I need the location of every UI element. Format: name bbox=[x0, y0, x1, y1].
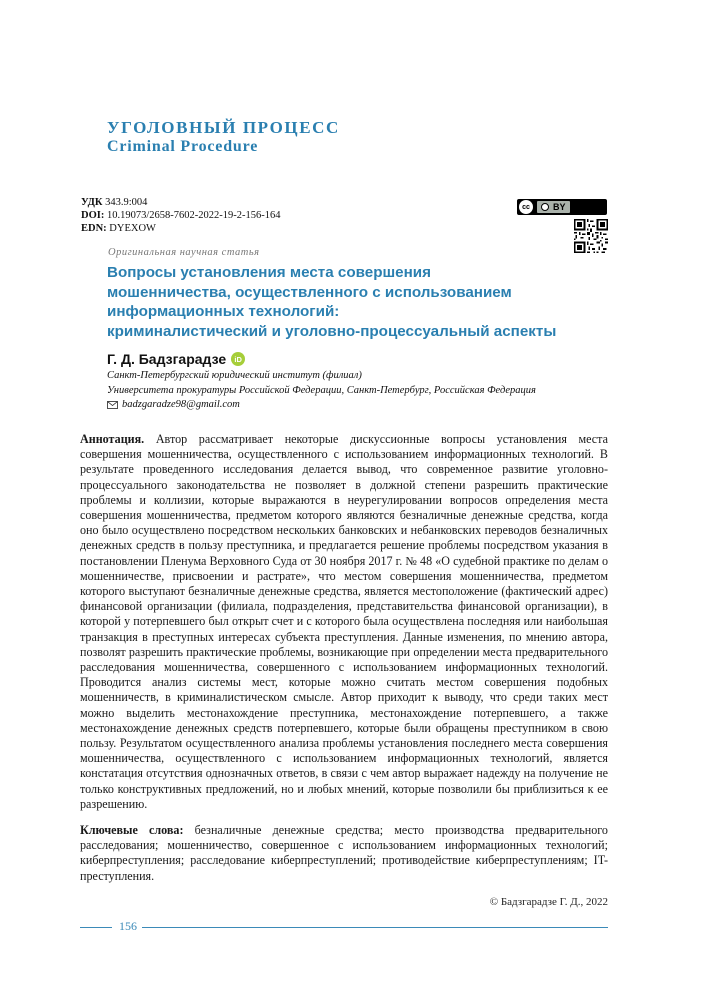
orcid-icon[interactable]: iD bbox=[231, 352, 245, 366]
doi-value[interactable]: 10.19073/2658-7602-2022-19-2-156-164 bbox=[106, 210, 281, 221]
abstract bbox=[80, 432, 608, 812]
page-number: 156 bbox=[119, 919, 137, 933]
title-line: мошенничества, осуществленного с использованием bbox=[107, 283, 512, 301]
udk-row bbox=[81, 196, 281, 209]
title-line: информационных технологий: bbox=[107, 303, 340, 320]
qr-code-icon[interactable] bbox=[574, 219, 608, 253]
cc-by-license-badge[interactable] bbox=[517, 199, 607, 215]
email-row bbox=[107, 398, 536, 413]
title-line: криминалистический и уголовно-процессуальный аспекты bbox=[107, 322, 557, 340]
copyright-notice: © Бадзгарадзе Г. Д., 2022 bbox=[489, 896, 608, 908]
cc-icon: cc bbox=[519, 200, 533, 214]
udk-label: УДК bbox=[81, 197, 103, 208]
envelope-icon bbox=[107, 401, 118, 409]
title-line: Вопросы установления места совершения bbox=[107, 264, 431, 281]
edn-value: DYEXOW bbox=[109, 223, 156, 234]
author-email[interactable]: badzgaradze98@gmail.com bbox=[122, 399, 240, 410]
section-title-en: Criminal Procedure bbox=[107, 138, 259, 155]
abstract-label: Аннотация. bbox=[80, 432, 145, 446]
edn-label: EDN: bbox=[81, 223, 107, 234]
author-name: Г. Д. Бадзгарадзе bbox=[107, 351, 227, 367]
article-meta bbox=[81, 196, 281, 235]
by-label: BY bbox=[553, 202, 566, 212]
keywords-label: Ключевые слова: bbox=[80, 823, 184, 837]
keywords bbox=[80, 823, 608, 884]
affiliation-line-2: Университета прокуратуры Российской Федерации, Санкт-Петербург, Российская Федерация bbox=[107, 384, 536, 396]
footer-rule-left bbox=[80, 927, 112, 928]
section-title-ru: УГОЛОВНЫЙ ПРОЦЕСС bbox=[107, 118, 340, 137]
edn-row bbox=[81, 222, 281, 235]
udk-value: 343.9:004 bbox=[105, 197, 148, 208]
author-line bbox=[107, 351, 245, 367]
affiliation-line-1: Санкт-Петербургский юридический институт (филиал) bbox=[107, 370, 362, 381]
affiliation-block bbox=[107, 369, 536, 413]
footer-rule-right bbox=[142, 927, 608, 928]
person-icon bbox=[541, 203, 549, 211]
abstract-text: Автор рассматривает некоторые дискуссионные вопросы установления места совершения мошенничества, осуществленного с использованием информационных технологий. В результате проведенного исследования делается вывод, что современное развитие уголовно-процессуального законодательства не позволяет в должной степени разрешить практические проблемы и коллизии, которые выражаются в неурегулировании вопросов определения места совершения мошенничества, предметом которого являются безналичные денежные средства, когда оно было осуществлено посредством нескольких банковских и небанковских переводов безналичных денежных средств в пользу преступника, и предлагается решение проблемы посредством указания в постановлении Пленума Верховного Суда от 30 ноября 2017 г. № 48 «О судебной практике по делам о мошенничестве, присвоении и растрате», что местом совершения мошенничества, предметом которого выступают безналичные денежные средства, является местоположение (фактический адрес) финансовой организации (филиала, подразделения, представительства финансовой организации), в которой у потерпевшего был открыт счет и с которого была осуществлена последняя или наибольшая транзакция в преступных интересах субъекта преступления. Данные изменения, по мнению автора, позволят разрешить практические проблемы, возникающие при определении места предварительного расследования мошенничества, совершенного с использованием информационных технологий. Проводится анализ системы мест, которые можно считать местом совершения подобных мошенничеств, в криминалистическом смысле. Автор приходит к выводу, что среди таких мест можно выделить местонахождение преступника, местонахождение потерпевшего, а также местонахождение денежных средств потерпевшего, которые были обращены преступником в свою пользу. Результатом осуществленного анализа проблемы установления последнего места совершения мошенничества, осуществленного с использованием информационных технологий, является констатация отсутствия однозначных ответов, в связи с чем автор выражает надежду на получение не только конструктивных предложений, но и любых мнений, которые позволили бы приблизиться к ее разрешению. bbox=[80, 432, 608, 811]
by-block bbox=[537, 201, 570, 213]
article-type: Оригинальная научная статья bbox=[108, 247, 260, 258]
article-title bbox=[107, 263, 587, 341]
doi-label: DOI: bbox=[81, 210, 105, 221]
doi-row bbox=[81, 209, 281, 222]
keywords-text: безналичные денежные средства; место производства предварительного расследования; мошенничество, совершенное с использованием информационных технологий; киберпреступления; расследование киберпреступлений; противодействие киберпреступлениям; IT-преступления. bbox=[80, 823, 608, 883]
